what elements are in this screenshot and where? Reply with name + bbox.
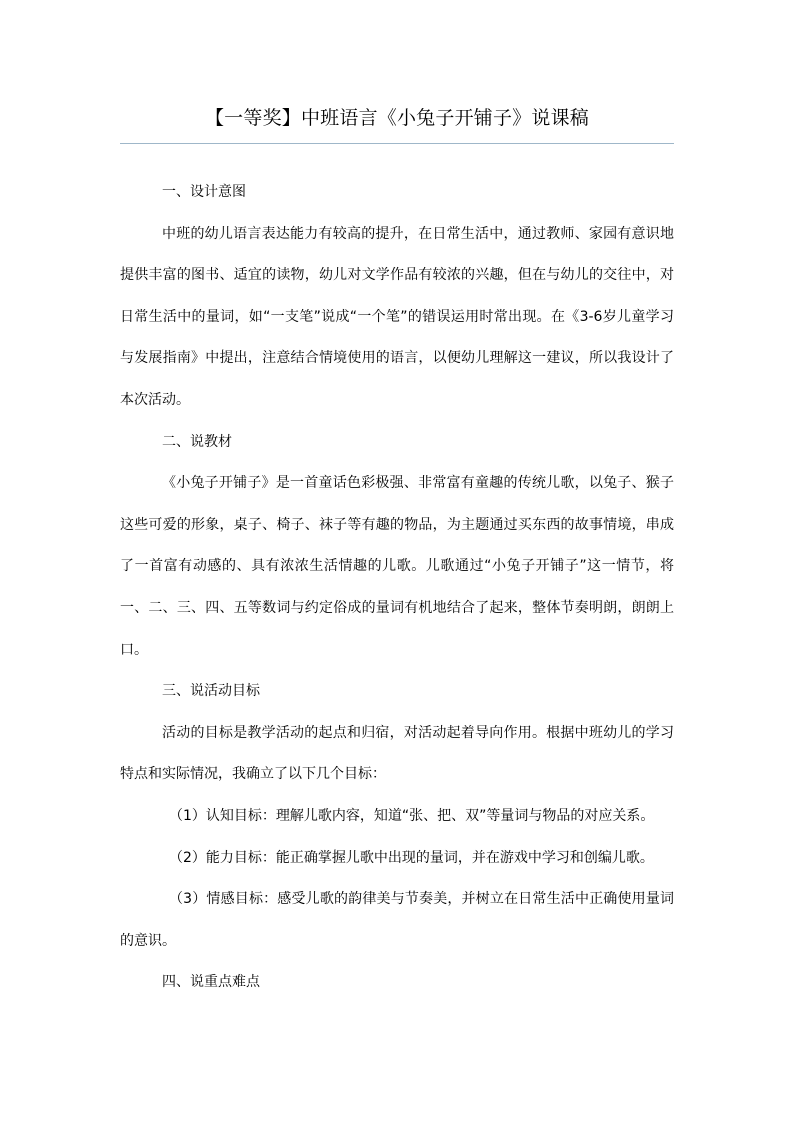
paragraph-activity-goals: 活动的目标是教学活动的起点和归宿，对活动起着导向作用。根据中班幼儿的学习特点和实际情况，我确立了以下几个目标： [120, 724, 674, 783]
section-heading-design-intent: 一、设计意图 [162, 184, 246, 200]
section-heading-activity-goals: 三、说活动目标 [162, 683, 260, 700]
goal-item-cognitive: （1）认知目标：理解儿歌内容，知道“张、把、双”等量词与物品的对应关系。 [169, 807, 655, 824]
title-divider [120, 143, 674, 144]
goal-item-emotion: （3）情感目标：感受儿歌的韵律美与节奏美，并树立在日常生活中正确使用量词的意识。 [120, 891, 674, 949]
goal-item-ability: （2）能力目标：能正确掌握儿歌中出现的量词，并在游戏中学习和创编儿歌。 [169, 849, 654, 866]
section-heading-key-points: 四、说重点难点 [162, 974, 260, 991]
document-title: 【一等奖】中班语言《小兔子开铺子》说课稿 [204, 107, 589, 129]
paragraph-design-intent: 中班的幼儿语言表达能力有较高的提升，在日常生活中，通过教师、家园有意识地提供丰富的图书、适宜的读物，幼儿对文学作品有较浓的兴趣，但在与幼儿的交往中，对日常生活中的量词，如“一支笔”说成“一个笔”的错误运用时常出现。在《3-6岁儿童学习与发展指南》中提出，注意结合情境使用的语言，以便幼儿理解这一建议，所以我设计了本次活动。 [120, 225, 674, 408]
document-body [120, 172, 674, 1004]
paragraph-teaching-material: 《小兔子开铺子》是一首童话色彩极强、非常富有童趣的传统儿歌，以兔子、猴子这些可爱的形象，桌子、椅子、袜子等有趣的物品，为主题通过买东西的故事情境，串成了一首富有动感的、具有浓浓生活情趣的儿歌。儿歌通过“小兔子开铺子”这一情节，将一、二、三、四、五等数词与约定俗成的量词有机地结合了起来，整体节奏明朗，朗朗上口。 [120, 475, 674, 658]
section-heading-teaching-material: 二、说教材 [162, 433, 232, 450]
